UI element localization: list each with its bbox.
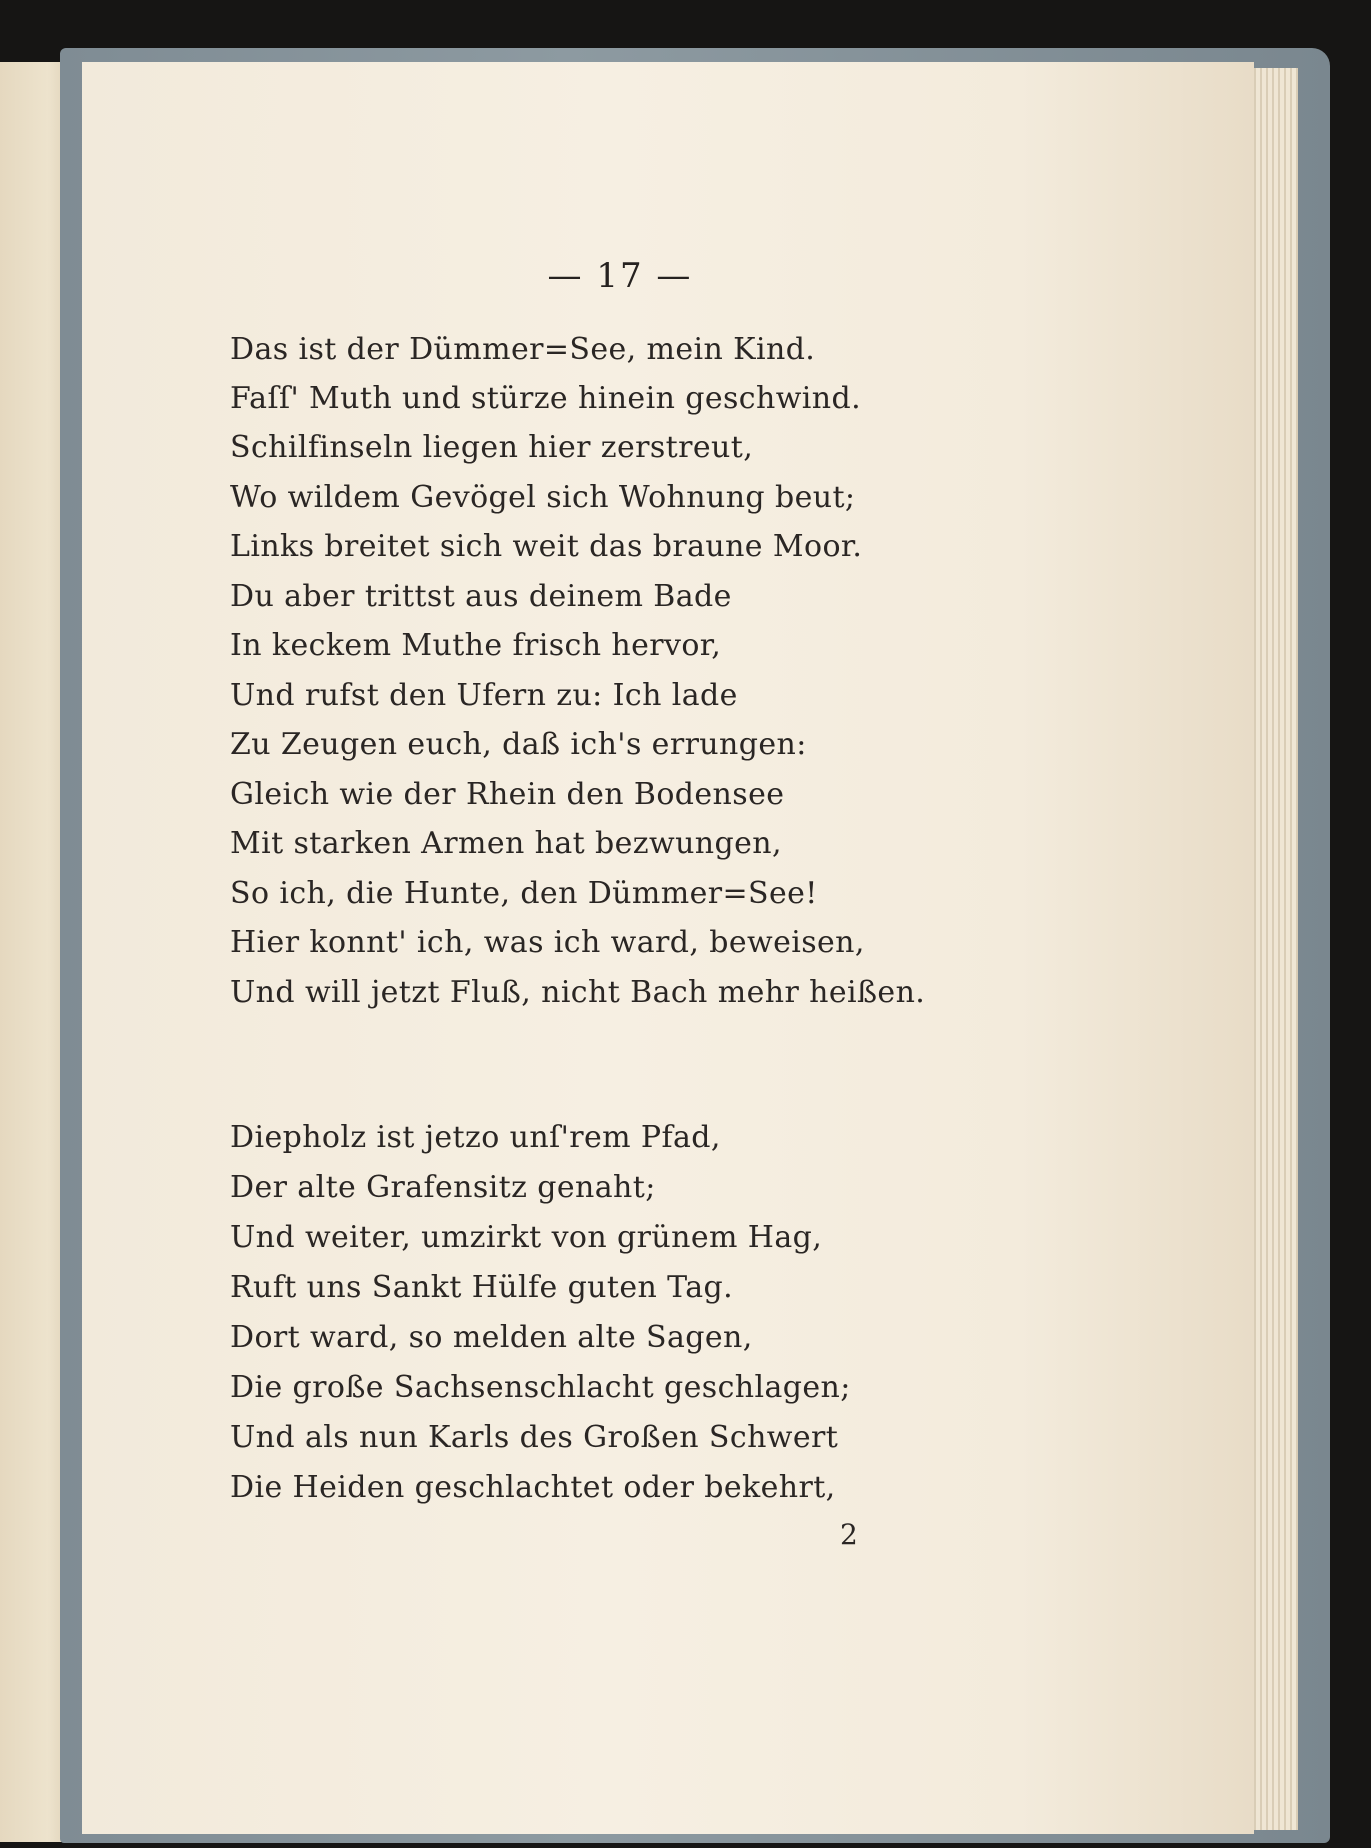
verse-line: Wo wildem Gevögel sich Wohnung beut; [230, 480, 856, 515]
verse-line: Links breitet sich weit das braune Moor. [230, 529, 863, 564]
verse-line: Gleich wie der Rhein den Bodensee [230, 777, 785, 812]
verse-line: Und als nun Karls des Großen Schwert [230, 1420, 839, 1455]
signature-mark: 2 [840, 1518, 858, 1551]
verse-line: Diepholz ist jetzo unſ'rem Pfad, [230, 1120, 721, 1155]
verse-line: Die Heiden geschlachtet oder bekehrt, [230, 1470, 836, 1505]
verse-line: Und will jetzt Fluß, nicht Bach mehr heißen. [230, 975, 926, 1010]
verse-line: So ich, die Hunte, den Dümmer=See! [230, 876, 818, 911]
verse-line: Die große Sachsenschlacht geschlagen; [230, 1370, 851, 1405]
verse-line: In keckem Muthe frisch hervor, [230, 628, 722, 663]
verse-line: Zu Zeugen euch, daß ich's errungen: [230, 727, 807, 762]
verse-line: Dort ward, so melden alte Sagen, [230, 1320, 753, 1355]
page-number: — 17 — [547, 256, 693, 296]
verse-line: Der alte Grafensitz genaht; [230, 1170, 656, 1205]
verse-line: Schilfinseln liegen hier zerstreut, [230, 430, 754, 465]
verse-line: Du aber trittst aus deinem Bade [230, 579, 732, 614]
verse-line: Ruft uns Sankt Hülfe guten Tag. [230, 1270, 734, 1305]
verse-line: Das ist der Dümmer=See, mein Kind. [230, 332, 816, 367]
verse-line: Und rufst den Ufern zu: Ich lade [230, 678, 738, 713]
verse-line: Und weiter, umzirkt von grünem Hag, [230, 1220, 823, 1255]
verse-line: Hier konnt' ich, was ich ward, beweisen, [230, 925, 865, 960]
verse-line: Faſſ' Muth und stürze hinein geschwind. [230, 381, 862, 416]
verse-line: Mit starken Armen hat bezwungen, [230, 826, 782, 861]
